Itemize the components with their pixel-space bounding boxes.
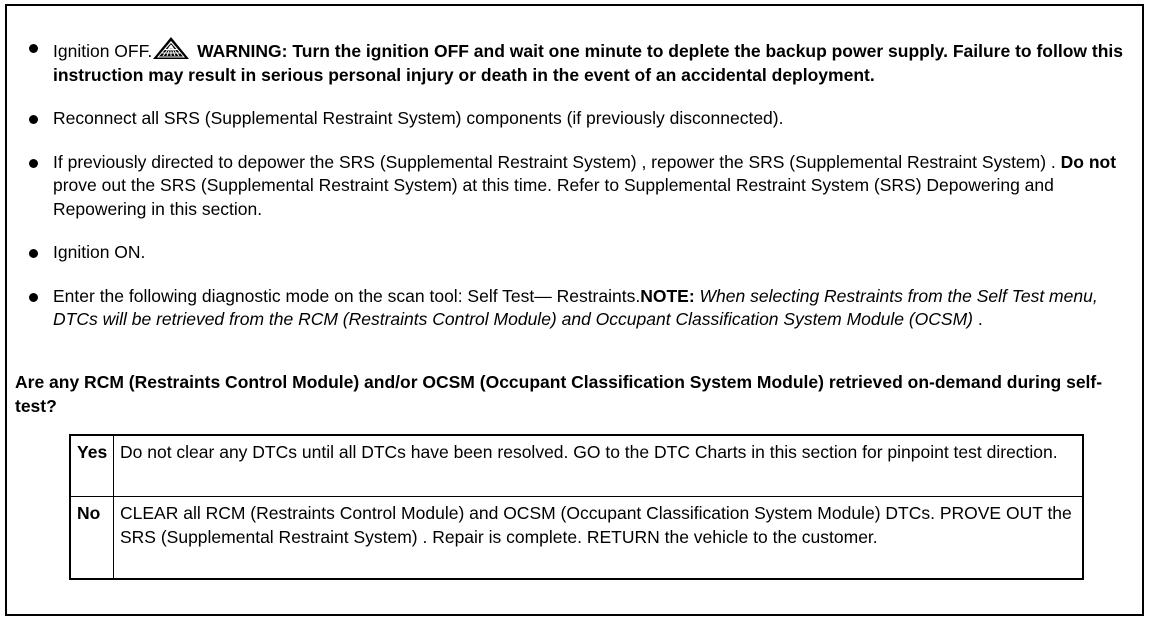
step-emphasis: Do not	[1060, 151, 1117, 172]
answer-text: Do not clear any DTCs until all DTCs have been resolved. GO to the DTC Charts in this section for pinpoint test direction.	[114, 435, 1084, 497]
note-text: When selecting Restraints from the Self Test menu, DTCs will be retrieved from the RCM (Restraints Control Module) and Occupant Classification System Module (OCSM)	[53, 285, 1098, 329]
note-end: .	[973, 309, 983, 329]
answer-table	[69, 434, 1084, 580]
bullet-icon	[29, 249, 38, 258]
answer-row-yes	[70, 435, 1083, 497]
step-diagnostic-mode	[29, 285, 1141, 332]
step-text-a: If previously directed to depower the SRS (Supplemental Restraint System) , repower the SRS (Supplemental Restraint System) .	[53, 151, 1061, 172]
step-text-b: prove out the SRS (Supplemental Restraint System) at this time. Refer to Supplemental Restraint System (SRS) Depowering and Repowering in this section.	[53, 175, 1054, 219]
bullet-icon	[29, 115, 38, 124]
diagnostic-question: Are any RCM (Restraints Control Module) and/or OCSM (Occupant Classification System Module) retrieved on-demand during self-test?	[15, 372, 1103, 416]
procedure-steps	[29, 36, 1141, 352]
answer-key: Yes	[70, 435, 114, 497]
warning-triangle-icon	[152, 36, 190, 60]
step-lead: Ignition OFF.	[53, 41, 153, 61]
answer-text: CLEAR all RCM (Restraints Control Module) and OCSM (Occupant Classification System Module) DTCs. PROVE OUT the SRS (Supplemental Restraint System) . Repair is complete. RETURN the vehicle to the customer.	[114, 497, 1084, 580]
document-page	[5, 4, 1144, 616]
step-repower	[29, 151, 1141, 222]
warning-text: WARNING: Turn the ignition OFF and wait one minute to deplete the backup power supply. Failure to follow this instruction may result in serious personal injury or death in the event of an accidental deployment.	[53, 41, 1123, 85]
step-text: Ignition ON.	[53, 242, 146, 262]
bullet-icon	[29, 293, 38, 302]
step-ignition-off	[29, 36, 1141, 87]
step-text: Enter the following diagnostic mode on the scan tool: Self Test— Restraints.	[53, 285, 641, 306]
note-label: NOTE:	[640, 285, 695, 306]
step-reconnect	[29, 107, 1141, 131]
step-text: Reconnect all SRS (Supplemental Restraint System) components (if previously disconnected).	[53, 108, 784, 128]
bullet-icon	[29, 159, 38, 168]
answer-key: No	[70, 497, 114, 580]
step-ignition-on	[29, 241, 1141, 265]
bullet-icon	[29, 44, 38, 53]
answer-row-no	[70, 497, 1083, 580]
